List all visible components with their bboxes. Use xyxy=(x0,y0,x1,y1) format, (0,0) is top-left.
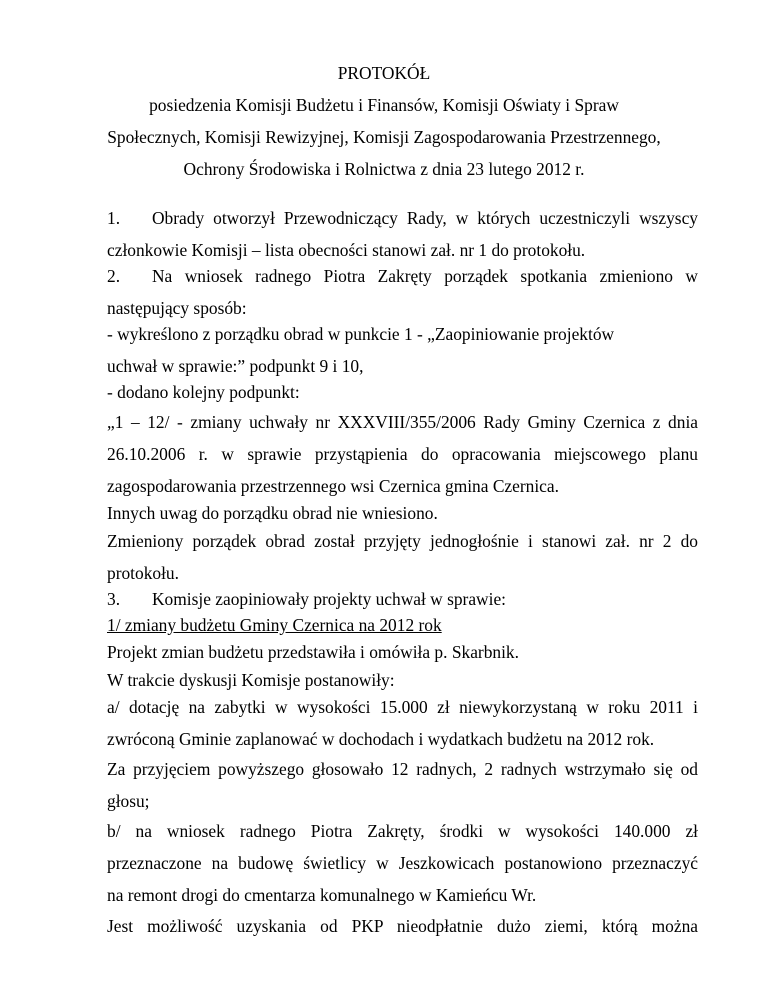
presented-line: Projekt zmian budżetu przedstawiła i omówiła p. Skarbnik. xyxy=(107,642,519,662)
change-1-line-2: uchwał w sprawie:” podpunkt 9 i 10, xyxy=(107,356,364,376)
point-b-line-2: przeznaczone na budowę świetlicy w Jeszkowicach postanowiono przeznaczyć xyxy=(107,853,698,873)
adopted-line-2: protokołu. xyxy=(107,563,179,583)
no-remarks: Innych uwag do porządku obrad nie wniesiono. xyxy=(107,503,438,523)
point-b-line-1: b/ na wniosek radnego Piotra Zakręty, środki w wysokości 140.000 zł xyxy=(107,821,698,841)
point-a-line-2: zwróconą Gminie zaplanować w dochodach i wydatkach budżetu na 2012 rok. xyxy=(107,729,655,749)
item-2-line-2: następujący sposób: xyxy=(107,298,247,318)
title-line-3: Ochrony Środowiska i Rolnictwa z dnia 23 lutego 2012 r. xyxy=(183,159,585,179)
change-2: - dodano kolejny podpunkt: xyxy=(107,382,300,402)
adopted-line-1: Zmieniony porządek obrad został przyjęty jednogłośnie i stanowi zał. nr 2 do xyxy=(107,531,698,551)
title-line-1: posiedzenia Komisji Budżetu i Finansów, Komisji Oświaty i Spraw xyxy=(149,95,619,115)
document-page: PROTOKÓŁ posiedzenia Komisji Budżetu i Finansów, Komisji Oświaty i Spraw Społecznych, Komisji Rewizyjnej, Komisji Zagospodarowania Przestrzennego, Ochrony Środowiska i Rolnictwa z dnia 23 lutego 2012 r. 1. Obrady otworzył Przewodniczący Rady, w których uczestniczyli wszyscy członkowie Komisji – lista obecności stanowi zał. nr 1 do protokołu. 2. Na wniosek radnego Piotra Zakręty porządek spotkania zmieniono w następujący sposób: - wykreślono z porządku obrad w punkcie 1 - „Zaopiniowanie projektów uchwał w sprawie:” podpunkt 9 i 10, - dodano kolejny podpunkt: „1 – 12/ - zmiany uchwały nr XXXVIII/355/2006 Rady Gminy Czernica z dnia 26.10.2006 r. w sprawie przystąpienia do opracowania miejscowego planu zagospodarowania przestrzennego wsi Czernica gmina Czernica. Innych uwag do porządku obrad nie wniesiono. Zmieniony porządek obrad został przyjęty jednogłośnie i stanowi zał. nr 2 do protokołu. 3. Komisje zaopiniowały projekty uchwał w sprawie: 1/ zmiany budżetu Gminy Czernica na 2012 rok Projekt zmian budżetu przedstawiła i omówiła p. Skarbnik. W trakcie dyskusji Komisje postanowiły: a/ dotację na zabytki w wysokości 15.000 zł niewykorzystaną w roku 2011 i zwróconą Gminie zaplanować w dochodach i wydatkach budżetu na 2012 rok. Za przyjęciem powyższego głosowało 12 radnych, 2 radnych wstrzymało się od głosu; b/ na wniosek radnego Piotra Zakręty, środki w wysokości 140.000 zł przeznaczone na budowę świetlicy w Jeszkowicach postanowiono przeznaczyć na remont drogi do cmentarza komunalnego w Kamieńcu Wr. Jest możliwość uzyskania od PKP nieodpłatnie dużo ziemi, którą można xyxy=(0,0,768,994)
title-line-2: Społecznych, Komisji Rewizyjnej, Komisji Zagospodarowania Przestrzennego, xyxy=(107,127,661,147)
item-2-number: 2. xyxy=(107,266,121,286)
vote-line-2: głosu; xyxy=(107,791,150,811)
item-1-number: 1. xyxy=(107,208,121,228)
subpoint-line-2: 26.10.2006 r. w sprawie przystąpienia do opracowania miejscowego planu xyxy=(107,444,698,464)
vote-line-1: Za przyjęciem powyższego głosowało 12 radnych, 2 radnych wstrzymało się od xyxy=(107,759,698,779)
point-b-line-3: na remont drogi do cmentarza komunalnego w Kamieńcu Wr. xyxy=(107,885,537,905)
item-3-number: 3. xyxy=(107,589,121,609)
pkp-line-1: Jest możliwość uzyskania od PKP nieodpłatnie dużo ziemi, którą można xyxy=(107,916,698,936)
item-1-line-2: członkowie Komisji – lista obecności stanowi zał. nr 1 do protokołu. xyxy=(107,240,586,260)
change-1-line-1: - wykreślono z porządku obrad w punkcie 1 - „Zaopiniowanie projektów xyxy=(107,324,615,344)
point-a-line-1: a/ dotację na zabytki w wysokości 15.000 zł niewykorzystaną w roku 2011 i xyxy=(107,697,698,717)
discussion-line: W trakcie dyskusji Komisje postanowiły: xyxy=(107,670,395,690)
section-heading-budget: 1/ zmiany budżetu Gminy Czernica na 2012 rok xyxy=(107,615,442,635)
subpoint-line-1: „1 – 12/ - zmiany uchwały nr XXXVIII/355/2006 Rady Gminy Czernica z dnia xyxy=(107,412,698,432)
subpoint-line-3: zagospodarowania przestrzennego wsi Czernica gmina Czernica. xyxy=(107,476,559,496)
protocol-title: PROTOKÓŁ xyxy=(337,63,431,83)
